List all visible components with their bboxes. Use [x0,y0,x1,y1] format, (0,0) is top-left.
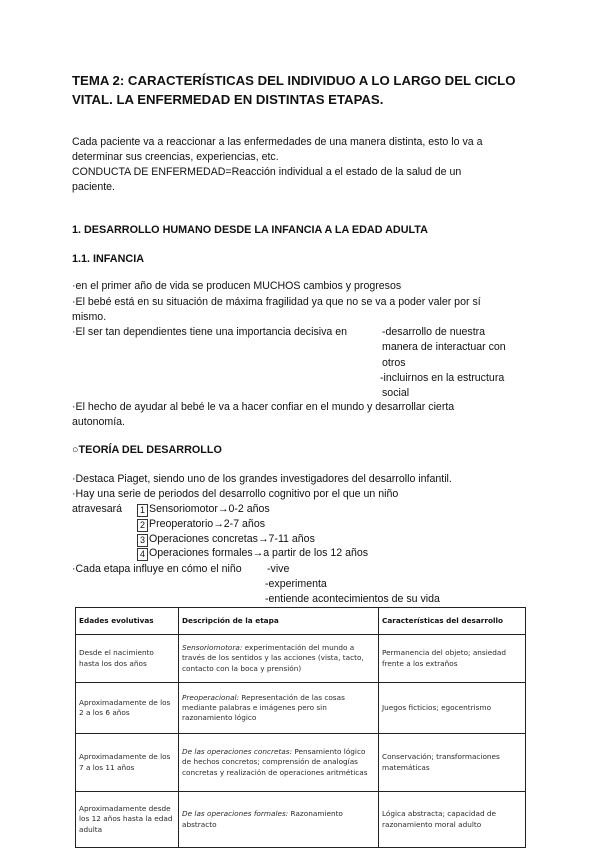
infancy-paragraph-4b: autonomía. [72,416,126,428]
table-cell-description [179,734,379,792]
table-header-cell: Edades evolutivas [76,608,179,635]
infancy-paragraph-2a: ·El bebé está en su situación de máxima fragilidad ya que no se va a poder valer por sí [72,296,481,308]
infancy-list-item-2-cont: social [382,387,410,399]
stage-description: Pensamiento lógico de hechos concretos; comprensión de analogías concretas y realización de operaciones aritméticas [182,747,368,777]
theory-paragraph-3: ·Cada etapa influye en cómo el niño [72,563,242,575]
stage-name: Sensoriomotora: [182,643,243,653]
table-row [76,635,526,683]
theory-paragraph-2b: atravesará [72,503,123,515]
table-cell-traits: Conservación; transformaciones matemáticas [379,734,526,792]
infancy-paragraph-1: ·en el primer año de vida se producen MUCHOS cambios y progresos [72,280,402,292]
theory-list-item-3: -entiende acontecimientos de su vida [265,593,440,605]
table-cell-age: Aproximadamente de los 2 a los 6 años [76,683,179,734]
infancy-paragraph-3: ·El ser tan dependientes tiene una importancia decisiva en [72,326,348,338]
table-cell-description [179,635,379,683]
stage-text-2: Preoperatorio→2-7 años [149,518,266,530]
table-cell-traits: Juegos ficticios; egocentrismo [379,683,526,734]
stage-item [137,517,265,532]
theory-list-item-2: -experimenta [265,578,327,590]
table-header-cell: Descripción de la etapa [179,608,379,635]
infancy-list-item-1-cont-2: otros [382,357,406,369]
intro-line-2: determinar sus creencias, experiencias, etc. [72,151,279,163]
stage-description: Razonamiento abstracto [182,809,343,829]
theory-list-item-1: -vive [267,563,290,575]
section-1-heading: 1. DESARROLLO HUMANO DESDE LA INFANCIA A LA EDAD ADULTA [72,224,428,236]
table-cell-traits: Lógica abstracta; capacidad de razonamiento moral adulto [379,792,526,848]
infancy-paragraph-4a: ·El hecho de ayudar al bebé le va a hacer confiar en el mundo y desarrollar cierta [72,401,455,413]
intro-line-3: CONDUCTA DE ENFERMEDAD=Reacción individual a el estado de la salud de un [72,166,462,178]
stage-number-1: 1 [137,504,148,517]
theory-heading: ○TEORÍA DEL DESARROLLO [72,444,222,456]
stage-name: Preoperacional: [182,692,240,702]
stage-text-1: Sensoriomotor→0-2 años [149,503,270,515]
stage-number-4: 4 [137,548,148,561]
table-cell-description [179,792,379,848]
stage-item [137,546,368,561]
table-row [76,734,526,792]
stage-description: experimentación del mundo a través de los sentidos y las acciones (vista, tacto, contacto con la boca y prensión) [182,643,364,673]
table-header-cell: Características del desarrollo [379,608,526,635]
intro-line-1: Cada paciente va a reaccionar a las enfermedades de una manera distinta, esto lo va a [72,136,483,148]
infancy-paragraph-2b: mismo. [72,311,107,323]
stage-number-2: 2 [137,519,148,532]
infancy-list-item-1-cont: manera de interactuar con [382,341,506,353]
document-title-line-2: VITAL. LA ENFERMEDAD EN DISTINTAS ETAPAS. [72,92,384,107]
infancy-list-item-2: -incluirnos en la estructura [380,372,505,384]
table-cell-traits: Permanencia del objeto; ansiedad frente a los extraños [379,635,526,683]
table-row [76,792,526,848]
development-stages-table [75,607,526,848]
intro-line-4: paciente. [72,181,115,193]
stage-item [137,502,270,517]
stage-description: Representación de las cosas mediante palabras e imágenes pero sin razonamiento lógico [182,692,345,723]
theory-paragraph-2a: ·Hay una serie de periodos del desarrollo cognitivo por el que un niño [72,488,399,500]
table-cell-age: Aproximadamente de los 7 a los 11 años [76,734,179,792]
stage-text-4: Operaciones formales→a partir de los 12 años [149,547,369,559]
theory-paragraph-1: ·Destaca Piaget, siendo uno de los grandes investigadores del desarrollo infantil. [72,473,452,485]
infancy-list-item-1: -desarrollo de nuestra [382,326,486,338]
document-title-line-1: TEMA 2: CARACTERÍSTICAS DEL INDIVIDUO A LO LARGO DEL CICLO [72,73,516,88]
table-cell-age: Aproximadamente desde los 12 años hasta la edad adulta [76,792,179,848]
stage-number-3: 3 [137,534,148,547]
table-cell-description [179,683,379,734]
section-1-1-heading: 1.1. INFANCIA [72,253,144,265]
table-cell-age: Desde el nacimiento hasta los dos años [76,635,179,683]
table-row [76,683,526,734]
table-header-row [76,608,526,635]
stage-text-3: Operaciones concretas→7-11 años [149,533,315,545]
stage-name: De las operaciones formales: [182,809,289,819]
stage-name: De las operaciones concretas: [182,747,293,757]
